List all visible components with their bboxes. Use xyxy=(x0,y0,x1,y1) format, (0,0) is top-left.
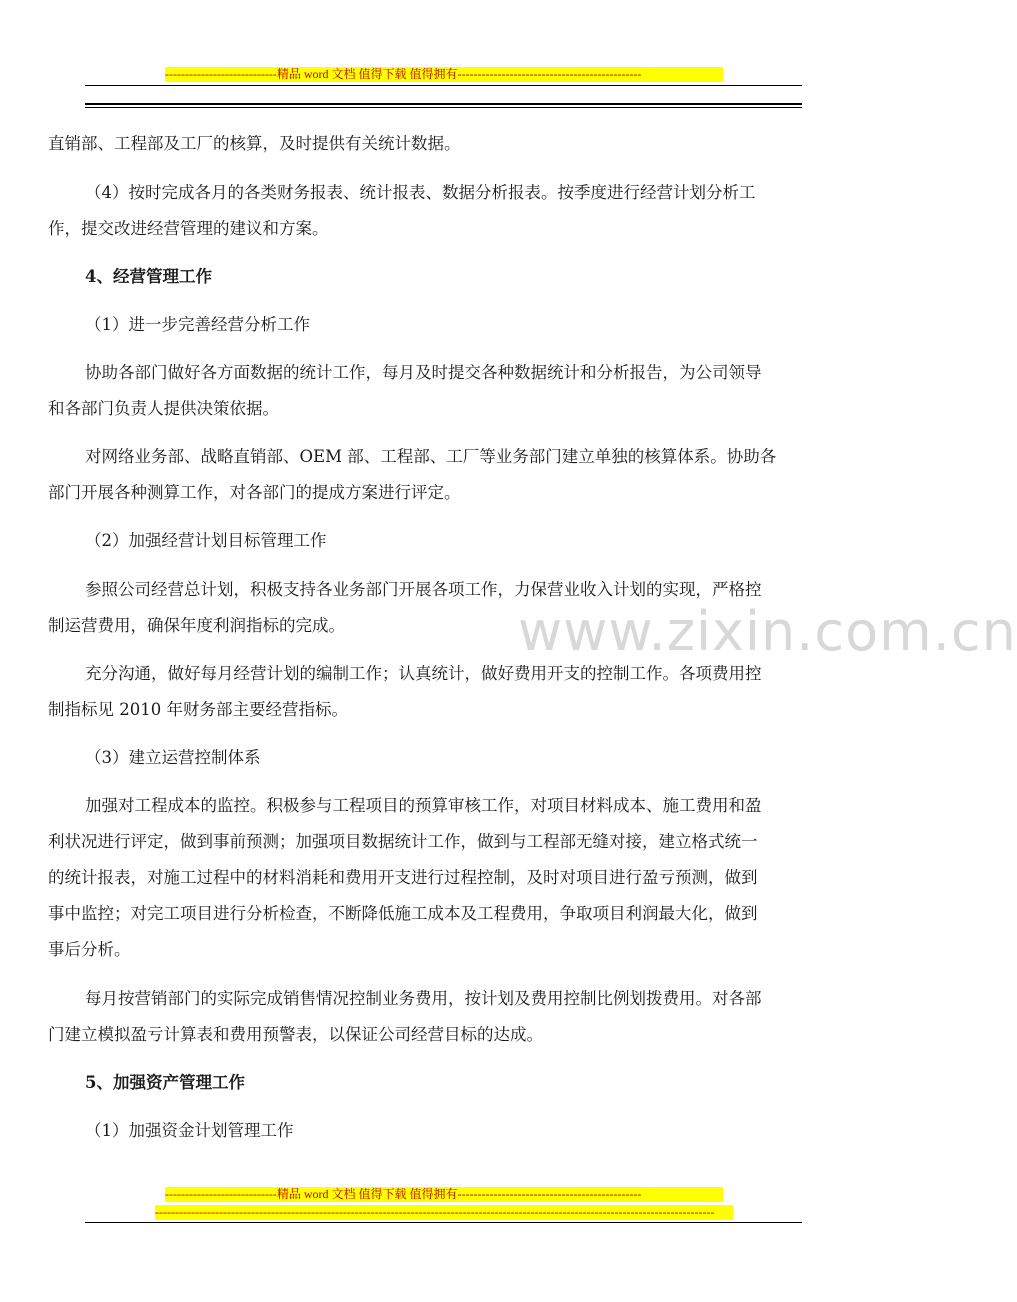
paragraph-line: 和各部门负责人提供决策依据。 xyxy=(48,399,279,418)
paragraph-line: 对网络业务部、战略直销部、OEM 部、工程部、工厂等业务部门建立单独的核算体系。协助各 xyxy=(85,447,777,466)
section-heading: 4、经营管理工作 xyxy=(85,267,212,286)
paragraph-line: 部门开展各种测算工作，对各部门的提成方案进行评定。 xyxy=(48,483,461,502)
paragraph-line: 制运营费用，确保年度利润指标的完成。 xyxy=(48,616,345,635)
subsection-heading: （2）加强经营计划目标管理工作 xyxy=(85,531,327,550)
paragraph-line: 作，提交改进经营管理的建议和方案。 xyxy=(48,219,329,238)
subsection-heading: （1）加强资金计划管理工作 xyxy=(85,1121,294,1140)
paragraph-line: 事中监控；对完工项目进行分析检查，不断降低施工成本及工程费用，争取项目利润最大化，做到 xyxy=(48,904,758,923)
subsection-heading: （1）进一步完善经营分析工作 xyxy=(85,315,310,334)
paragraph-line: 每月按营销部门的实际完成销售情况控制业务费用，按计划及费用控制比例划拨费用。对各部 xyxy=(85,989,762,1008)
paragraph-line: 利状况进行评定，做到事前预测；加强项目数据统计工作，做到与工程部无缝对接，建立格式统一 xyxy=(48,832,758,851)
watermark: www.zixin.com.cn xyxy=(518,600,1017,663)
footer-banner-dashes: -------------------------------------------------------------------------------------------------------------------------------------------- xyxy=(155,1205,733,1220)
section-heading: 5、加强资产管理工作 xyxy=(85,1073,245,1092)
header-rule-thick xyxy=(85,103,802,105)
paragraph-line: 制指标见 2010 年财务部主要经营指标。 xyxy=(48,700,348,719)
paragraph-line: 参照公司经营总计划，积极支持各业务部门开展各项工作，力保营业收入计划的实现，严格控 xyxy=(85,580,762,599)
paragraph-line: 加强对工程成本的监控。积极参与工程项目的预算审核工作，对项目材料成本、施工费用和盈 xyxy=(85,796,762,815)
paragraph-line: 充分沟通，做好每月经营计划的编制工作；认真统计，做好费用开支的控制工作。各项费用控 xyxy=(85,664,762,683)
paragraph-line: 直销部、工程部及工厂的核算，及时提供有关统计数据。 xyxy=(48,134,461,153)
footer-rule xyxy=(85,1222,802,1223)
header-rule-top xyxy=(85,85,802,86)
footer-banner: ----------------------------精品 word 文档 值得下载 值得拥有---------------------------------------------- xyxy=(165,1187,723,1202)
paragraph-line: 门建立模拟盈亏计算表和费用预警表，以保证公司经营目标的达成。 xyxy=(48,1025,543,1044)
paragraph-line: 事后分析。 xyxy=(48,940,131,959)
header-rule-bottom xyxy=(85,107,802,108)
paragraph-line: （4）按时完成各月的各类财务报表、统计报表、数据分析报表。按季度进行经营计划分析工 xyxy=(85,183,756,202)
paragraph-line: 协助各部门做好各方面数据的统计工作，每月及时提交各种数据统计和分析报告，为公司领导 xyxy=(85,363,762,382)
header-banner: ----------------------------精品 word 文档 值得下载 值得拥有---------------------------------------------- xyxy=(165,67,723,82)
subsection-heading: （3）建立运营控制体系 xyxy=(85,748,261,767)
paragraph-line: 的统计报表，对施工过程中的材料消耗和费用开支进行过程控制，及时对项目进行盈亏预测，做到 xyxy=(48,868,758,887)
